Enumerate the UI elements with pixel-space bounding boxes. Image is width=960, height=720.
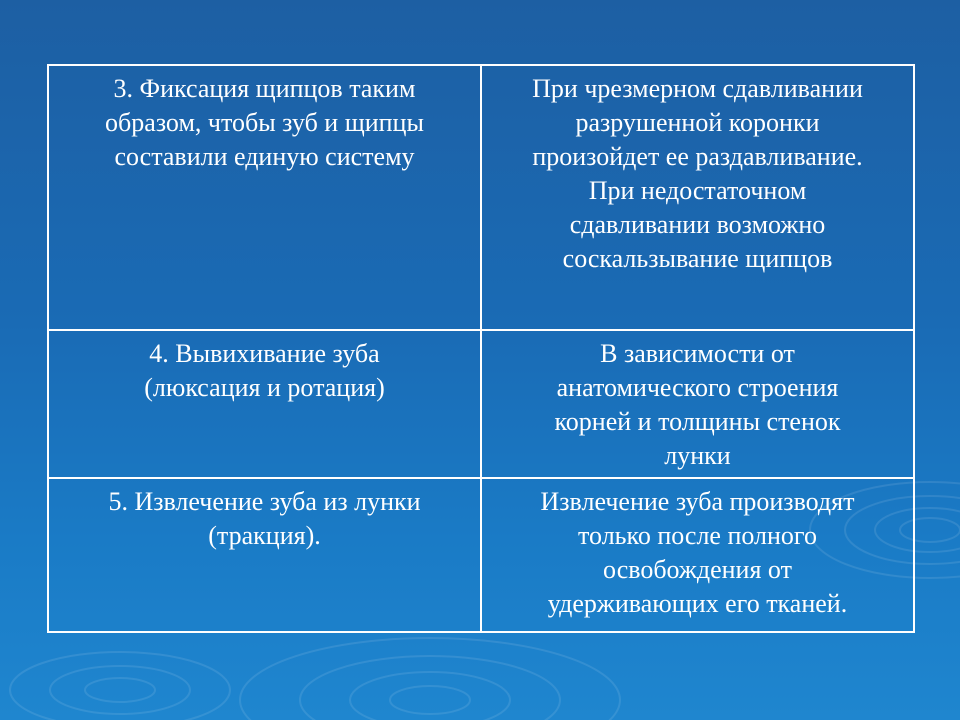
note-cell [481, 478, 914, 632]
cell-text-line: соскальзывание щипцов [562, 244, 833, 273]
table-row [48, 65, 914, 330]
cell-text-line: Извлечение зуба производят [540, 487, 855, 516]
cell-text-line: 3. Фиксация щипцов таким [113, 74, 416, 103]
cell-text-line: При чрезмерном сдавливании [532, 74, 863, 103]
cell-text-line: анатомического строения [556, 373, 839, 402]
cell-text-line: (тракция). [208, 521, 321, 550]
note-cell [481, 65, 914, 330]
cell-text-line: освобождения от [603, 555, 792, 584]
cell-text-line: сдавливании возможно [569, 210, 826, 239]
note-cell [481, 330, 914, 478]
cell-text-line: удерживающих его тканей. [547, 589, 848, 618]
table-row [48, 478, 914, 632]
cell-text-line: В зависимости от [600, 339, 795, 368]
cell-text-line: (люксация и ротация) [144, 373, 385, 402]
step-cell [48, 330, 481, 478]
cell-text-line: корней и толщины стенок [554, 407, 841, 436]
cell-text-line: составили единую систему [114, 142, 415, 171]
cell-text-line: только после полного [578, 521, 817, 550]
table-row [48, 330, 914, 478]
cell-text-line: 5. Извлечение зуба из лунки [108, 487, 421, 516]
cell-text-line: разрушенной коронки [575, 108, 820, 137]
cell-text-line: образом, чтобы зуб и щипцы [105, 108, 424, 137]
cell-text-line: При недостаточном [588, 176, 807, 205]
cell-text-line: произойдет ее раздавливание. [532, 142, 863, 171]
cell-text-line: 4. Вывихивание зуба [149, 339, 380, 368]
content-table [47, 64, 915, 633]
step-cell [48, 478, 481, 632]
cell-text-line: лунки [664, 441, 731, 470]
step-cell [48, 65, 481, 330]
